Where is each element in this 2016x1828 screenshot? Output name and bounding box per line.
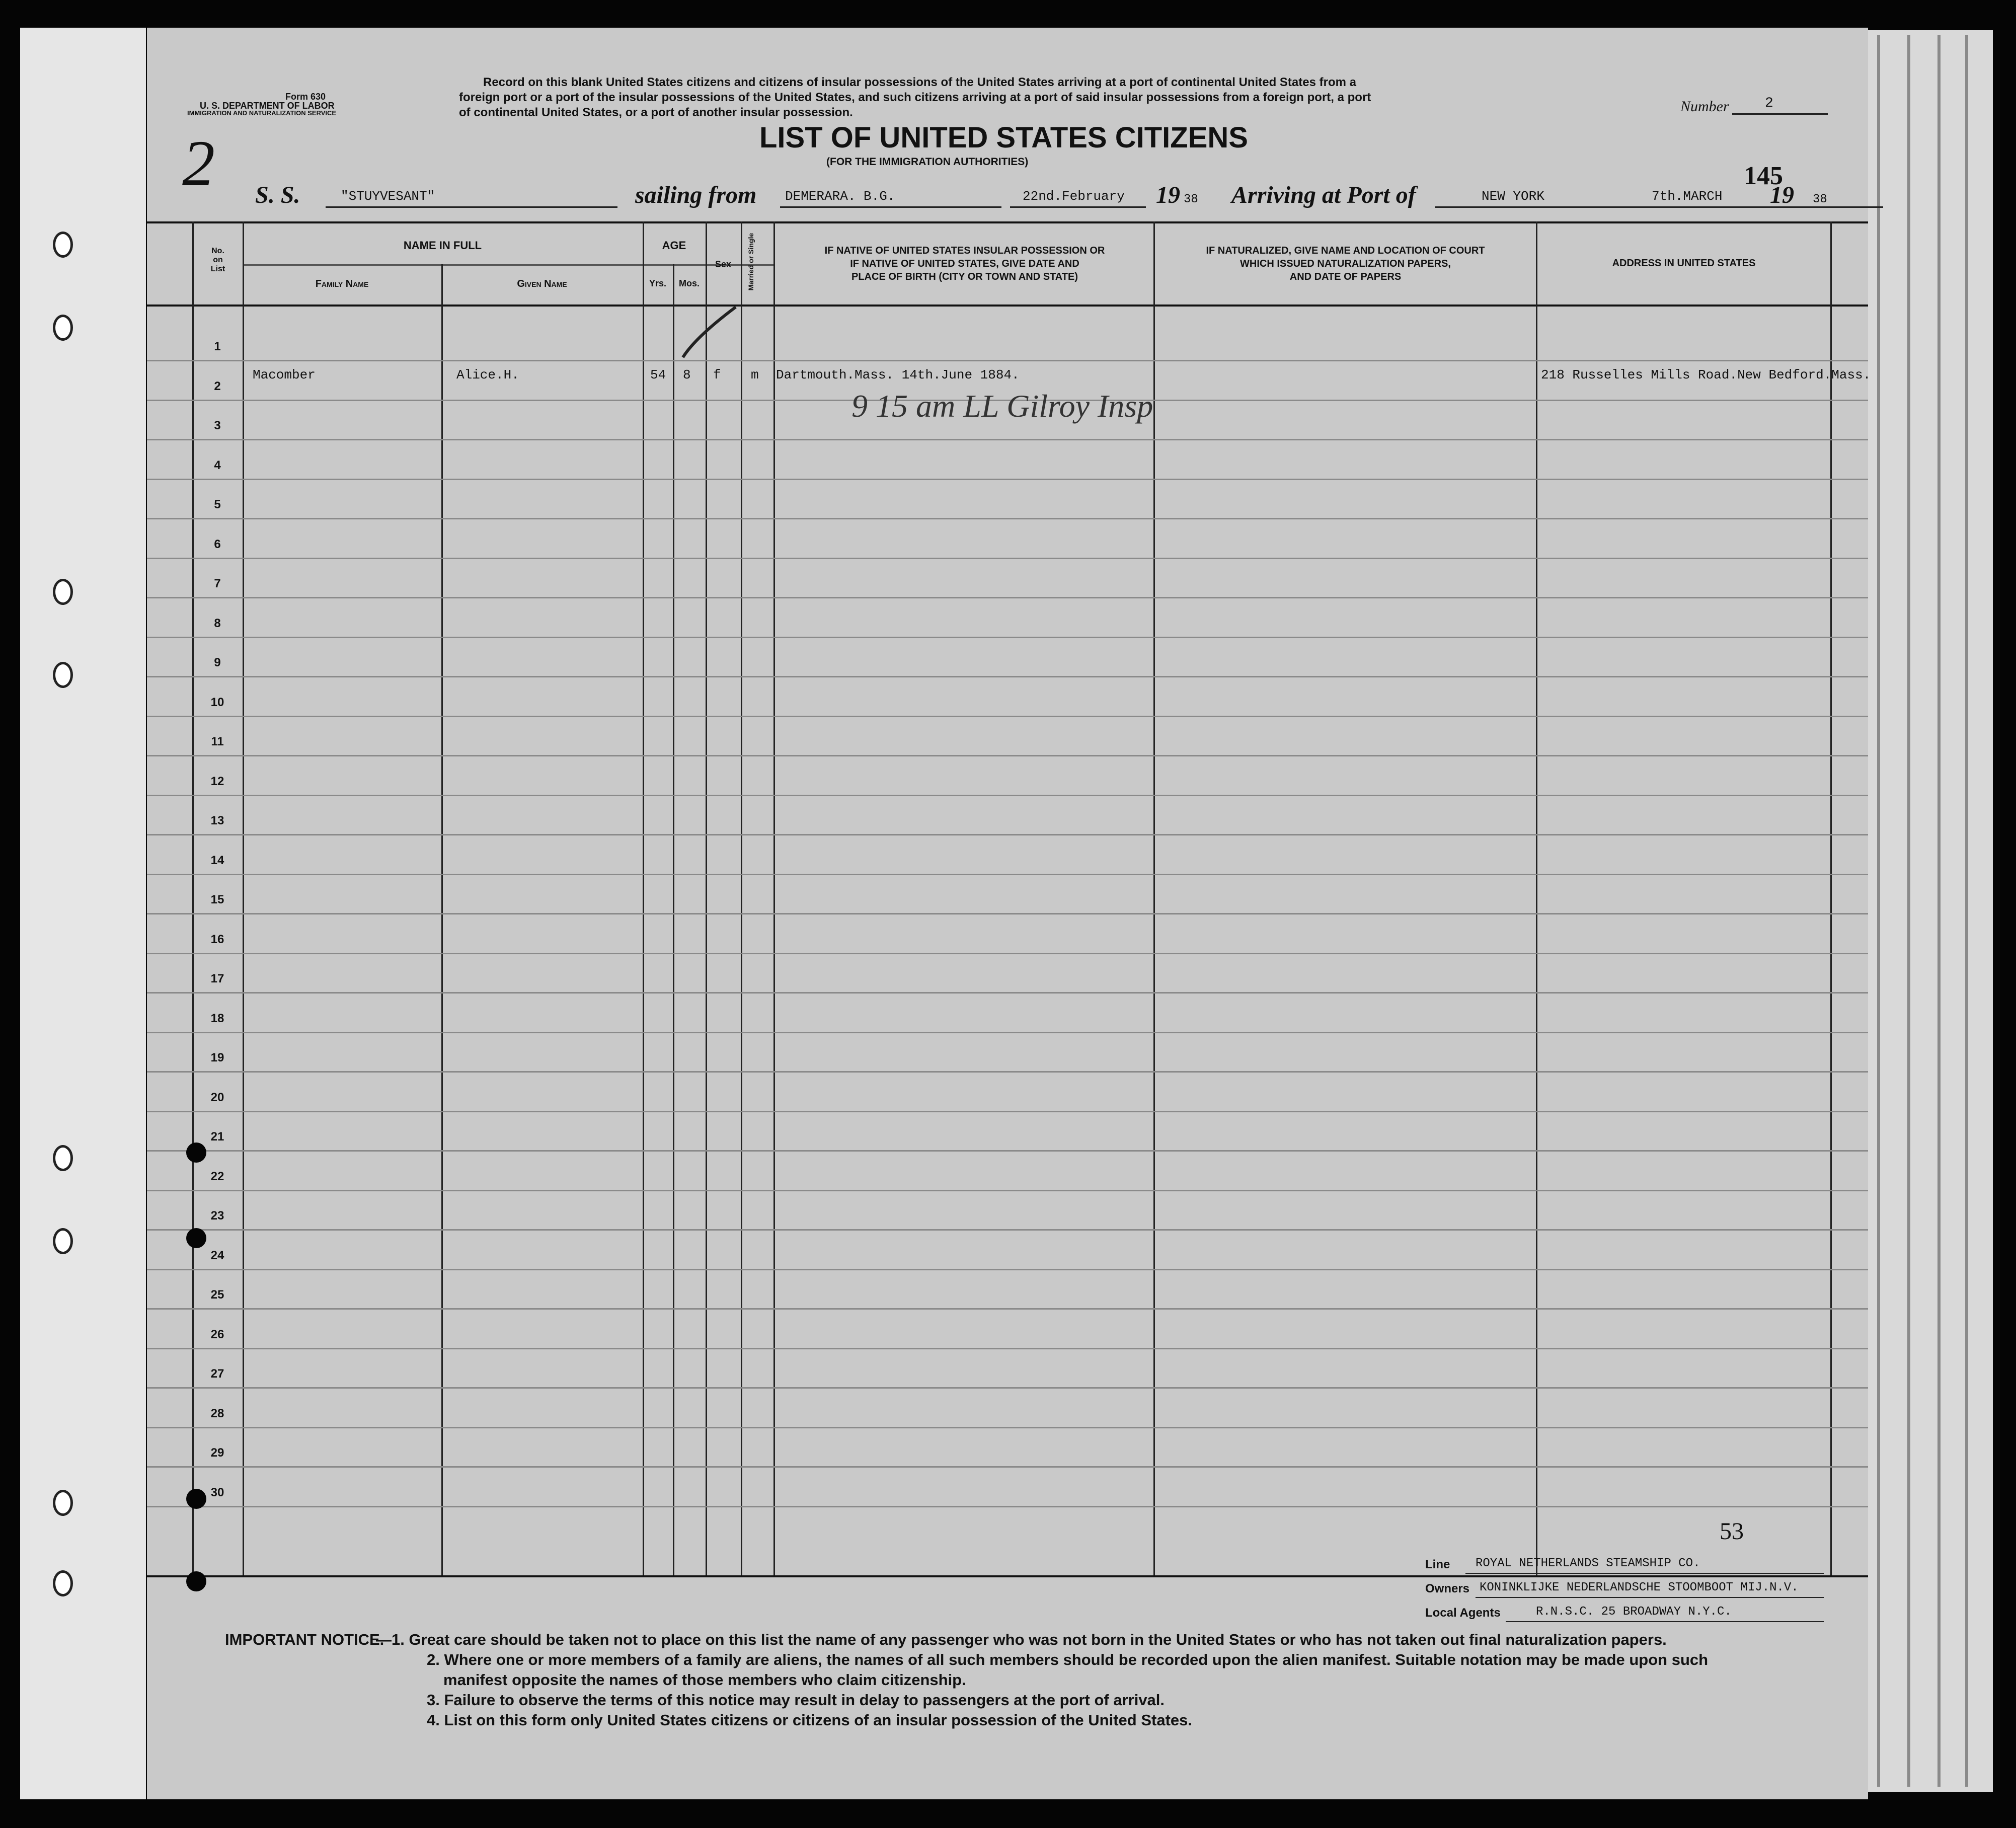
notice-2: 2. Where one or more members of a family are aliens, the names of all such members should be recorded upon the alien manifest. Suitable notation may be made upon such [427, 1651, 1709, 1668]
agents-label: Local Agents [1425, 1606, 1501, 1620]
cell-mos: 8 [683, 367, 691, 383]
row-number: 6 [214, 537, 221, 551]
column-rule [1536, 221, 1537, 1575]
col-given-name: Given Name [517, 278, 567, 289]
col-birth-line: IF NATIVE OF UNITED STATES INSULAR POSSESSION OR [824, 245, 1105, 256]
column-rule [773, 221, 775, 1575]
row-number: 29 [210, 1446, 224, 1460]
arriving-label: Arriving at Port of [1231, 182, 1416, 208]
row-number: 15 [210, 893, 224, 906]
row-rule [147, 1111, 1868, 1112]
important-notice-heading: IMPORTANT NOTICE. [225, 1631, 384, 1648]
instruction-line: foreign port or a port of the insular possessions of the United States, and such citizens arriving at a port of said insular possessions from a foreign port, a port [459, 91, 1371, 104]
row-rule [147, 360, 1868, 361]
punch-hole [53, 232, 73, 258]
sailing-label: sailing from [635, 182, 757, 208]
binder-strip [20, 28, 146, 1799]
row-rule [147, 992, 1868, 994]
owners-label: Owners [1425, 1582, 1470, 1595]
row-rule [147, 637, 1868, 638]
citizens-table [147, 221, 1871, 1575]
row-rule [147, 597, 1868, 598]
date-arrival: 7th.MARCH [1652, 189, 1723, 204]
row-rule [147, 1150, 1868, 1152]
row-rule [147, 1427, 1868, 1428]
line-label: Line [1425, 1558, 1450, 1571]
form-header [147, 28, 1868, 219]
year-arrival: 38 [1813, 193, 1827, 206]
col-nat-line: IF NATURALIZED, GIVE NAME AND LOCATION OF COURT [1206, 245, 1485, 256]
row-number: 4 [214, 458, 221, 472]
col-age: AGE [662, 239, 686, 252]
col-nat-line: WHICH ISSUED NATURALIZATION PAPERS, [1240, 258, 1451, 269]
row-number: 11 [211, 735, 224, 748]
row-rule [147, 518, 1868, 519]
row-rule [147, 716, 1868, 717]
row-number: 18 [210, 1011, 224, 1025]
stamp-number: 145 [1744, 162, 1783, 190]
row-rule [147, 1387, 1868, 1389]
notice-2-cont: manifest opposite the names of those members who claim citizenship. [443, 1671, 966, 1689]
row-rule [147, 1190, 1868, 1191]
form-number: Form 630 [285, 92, 326, 102]
col-birth [776, 244, 1153, 283]
row-number: 30 [210, 1485, 224, 1499]
notice-4: 4. List on this form only United States citizens or citizens of an insular possession of the United States. [427, 1711, 1192, 1729]
row-rule [147, 439, 1868, 440]
row-number: 20 [210, 1090, 224, 1104]
column-rule [741, 221, 742, 1575]
arrival-blank [1435, 206, 1883, 208]
row-rule [147, 1032, 1868, 1033]
cell-married: m [751, 367, 759, 383]
line-blank [1465, 1573, 1824, 1574]
row-number: 8 [214, 616, 221, 630]
cell-yrs: 54 [650, 367, 666, 383]
row-rule [147, 834, 1868, 835]
col-name-in-full: NAME IN FULL [403, 239, 482, 252]
cell-given-name: Alice.H. [456, 367, 519, 383]
column-rule [643, 221, 644, 1575]
col-mos: Mos. [678, 278, 700, 288]
line-value: ROYAL NETHERLANDS STEAMSHIP CO. [1476, 1557, 1700, 1570]
row-number: 12 [210, 774, 224, 788]
table-bottom-rule [147, 1575, 1868, 1577]
row-number: 26 [210, 1327, 224, 1341]
year-prefix-2: 19 [1770, 182, 1794, 208]
col-no-line: List [210, 265, 225, 273]
row-rule [147, 1269, 1868, 1270]
form-title: LIST OF UNITED STATES CITIZENS [759, 121, 1248, 154]
col-family-name: Family Name [315, 278, 369, 289]
row-rule [147, 874, 1868, 875]
row-rule [147, 1348, 1868, 1349]
form-subtitle: (FOR THE IMMIGRATION AUTHORITIES) [826, 156, 1029, 168]
date-departed-blank [1010, 206, 1146, 208]
column-rule [673, 264, 674, 1575]
year-prefix: 19 [1156, 182, 1180, 208]
row-number: 7 [214, 577, 221, 590]
row-number: 27 [210, 1367, 224, 1381]
punch-hole [53, 1570, 73, 1596]
row-number: 3 [214, 419, 221, 432]
row-number: 5 [214, 498, 221, 511]
cell-birth: Dartmouth.Mass. 14th.June 1884. [776, 367, 1020, 383]
year-departed: 38 [1184, 193, 1198, 206]
table-top-rule [147, 221, 1868, 223]
page-edge-line [1937, 35, 1941, 1787]
row-number: 13 [210, 814, 224, 827]
col-address: ADDRESS IN UNITED STATES [1612, 258, 1756, 269]
col-no-on-list [193, 247, 243, 274]
row-number: 9 [214, 656, 221, 669]
row-number: 24 [210, 1248, 224, 1262]
row-number: 10 [210, 695, 224, 709]
row-rule [147, 479, 1868, 480]
ship-name: "STUYVESANT" [341, 189, 435, 204]
notice-3: 3. Failure to observe the terms of this notice may result in delay to passengers at the port of arrival. [427, 1691, 1165, 1709]
agents-blank [1506, 1621, 1824, 1622]
service-name: IMMIGRATION AND NATURALIZATION SERVICE [187, 109, 337, 117]
table-subhead-rule [243, 264, 773, 266]
column-rule [441, 264, 443, 1575]
row-number: 14 [210, 853, 224, 867]
col-naturalized [1155, 244, 1536, 283]
row-rule [147, 1229, 1868, 1231]
number-label: Number [1680, 98, 1729, 115]
column-rule [192, 221, 194, 1575]
col-no-line: on [213, 256, 223, 264]
table-head-rule [147, 304, 1868, 307]
punch-hole [53, 315, 73, 341]
col-birth-line: IF NATIVE OF UNITED STATES, GIVE DATE AND [850, 258, 1079, 269]
punch-hole [53, 1145, 73, 1171]
punch-dot [186, 1489, 206, 1509]
port-arrival: NEW YORK [1482, 189, 1544, 204]
handwritten-sheet-number: 2 [182, 127, 215, 200]
row-number: 2 [214, 379, 221, 393]
column-rule [243, 221, 244, 1575]
row-rule [147, 795, 1868, 796]
punch-hole [53, 1490, 73, 1516]
page-edges [1862, 30, 1993, 1792]
date-departed: 22nd.February [1023, 189, 1125, 204]
punch-dot [186, 1142, 206, 1163]
row-number: 23 [210, 1209, 224, 1223]
owners-value: KONINKLIJKE NEDERLANDSCHE STOOMBOOT MIJ.N.V. [1480, 1581, 1799, 1594]
row-rule [147, 953, 1868, 954]
row-number: 25 [210, 1288, 224, 1302]
cell-family-name: Macomber [253, 367, 316, 383]
page-edge-line [1965, 35, 1968, 1787]
row-rule [147, 913, 1868, 915]
page-edge-line [1907, 35, 1910, 1787]
manifest-sheet [147, 28, 1871, 1799]
row-number: 1 [214, 340, 221, 353]
page-number: 53 [1720, 1518, 1744, 1545]
agents-value: R.N.S.C. 25 BROADWAY N.Y.C. [1536, 1605, 1732, 1619]
row-rule [147, 755, 1868, 756]
col-married-single: Married or Single [747, 233, 755, 291]
row-number: 19 [210, 1051, 224, 1064]
row-number: 22 [210, 1169, 224, 1183]
handwritten-check-mark [680, 302, 741, 362]
column-rule [1153, 221, 1155, 1575]
cell-address: 218 Russelles Mills Road.New Bedford.Mass. [1541, 367, 1871, 383]
punch-hole [53, 662, 73, 688]
punch-hole [53, 1228, 73, 1254]
column-rule [706, 221, 707, 1575]
ship-blank [326, 206, 617, 208]
notice-1: —1. Great care should be taken not to place on this list the name of any passenger who was not born in the United States or who has not taken out final naturalization papers. [376, 1631, 1667, 1648]
punch-hole [53, 579, 73, 605]
instruction-line: of continental United States, or a port of another insular possession. [459, 106, 853, 119]
col-birth-line: PLACE OF BIRTH (CITY OR TOWN AND STATE) [851, 271, 1078, 282]
row-rule [147, 1506, 1868, 1507]
ss-label: S. S. [255, 182, 300, 208]
row-number: 21 [210, 1130, 224, 1144]
page-edge-line [1877, 35, 1880, 1787]
row-rule [147, 1308, 1868, 1310]
owners-blank [1476, 1597, 1824, 1598]
handwritten-inspector-note: 9 15 am LL Gilroy Insp [851, 388, 1153, 424]
port-from-blank [780, 206, 1001, 208]
col-sex: Sex [715, 259, 732, 269]
row-rule [147, 676, 1868, 677]
row-number: 17 [210, 972, 224, 985]
number-blank [1732, 113, 1828, 115]
col-no-line: No. [211, 247, 224, 255]
number-value: 2 [1765, 96, 1773, 111]
cell-sex: f [713, 367, 721, 383]
row-rule [147, 1466, 1868, 1468]
port-from: DEMERARA. B.G. [785, 189, 895, 204]
column-rule [1830, 221, 1832, 1575]
row-number: 16 [210, 932, 224, 946]
col-nat-line: AND DATE OF PAPERS [1289, 271, 1402, 282]
row-number: 28 [210, 1406, 224, 1420]
instruction-line: Record on this blank United States citizens and citizens of insular possessions of the United States arriving at a port of continental United States from a [483, 75, 1356, 89]
punch-dot [186, 1228, 206, 1248]
punch-dot [186, 1571, 206, 1591]
col-yrs: Yrs. [649, 278, 667, 288]
department-name: U. S. DEPARTMENT OF LABOR [200, 101, 335, 111]
row-rule [147, 1071, 1868, 1073]
row-rule [147, 558, 1868, 559]
